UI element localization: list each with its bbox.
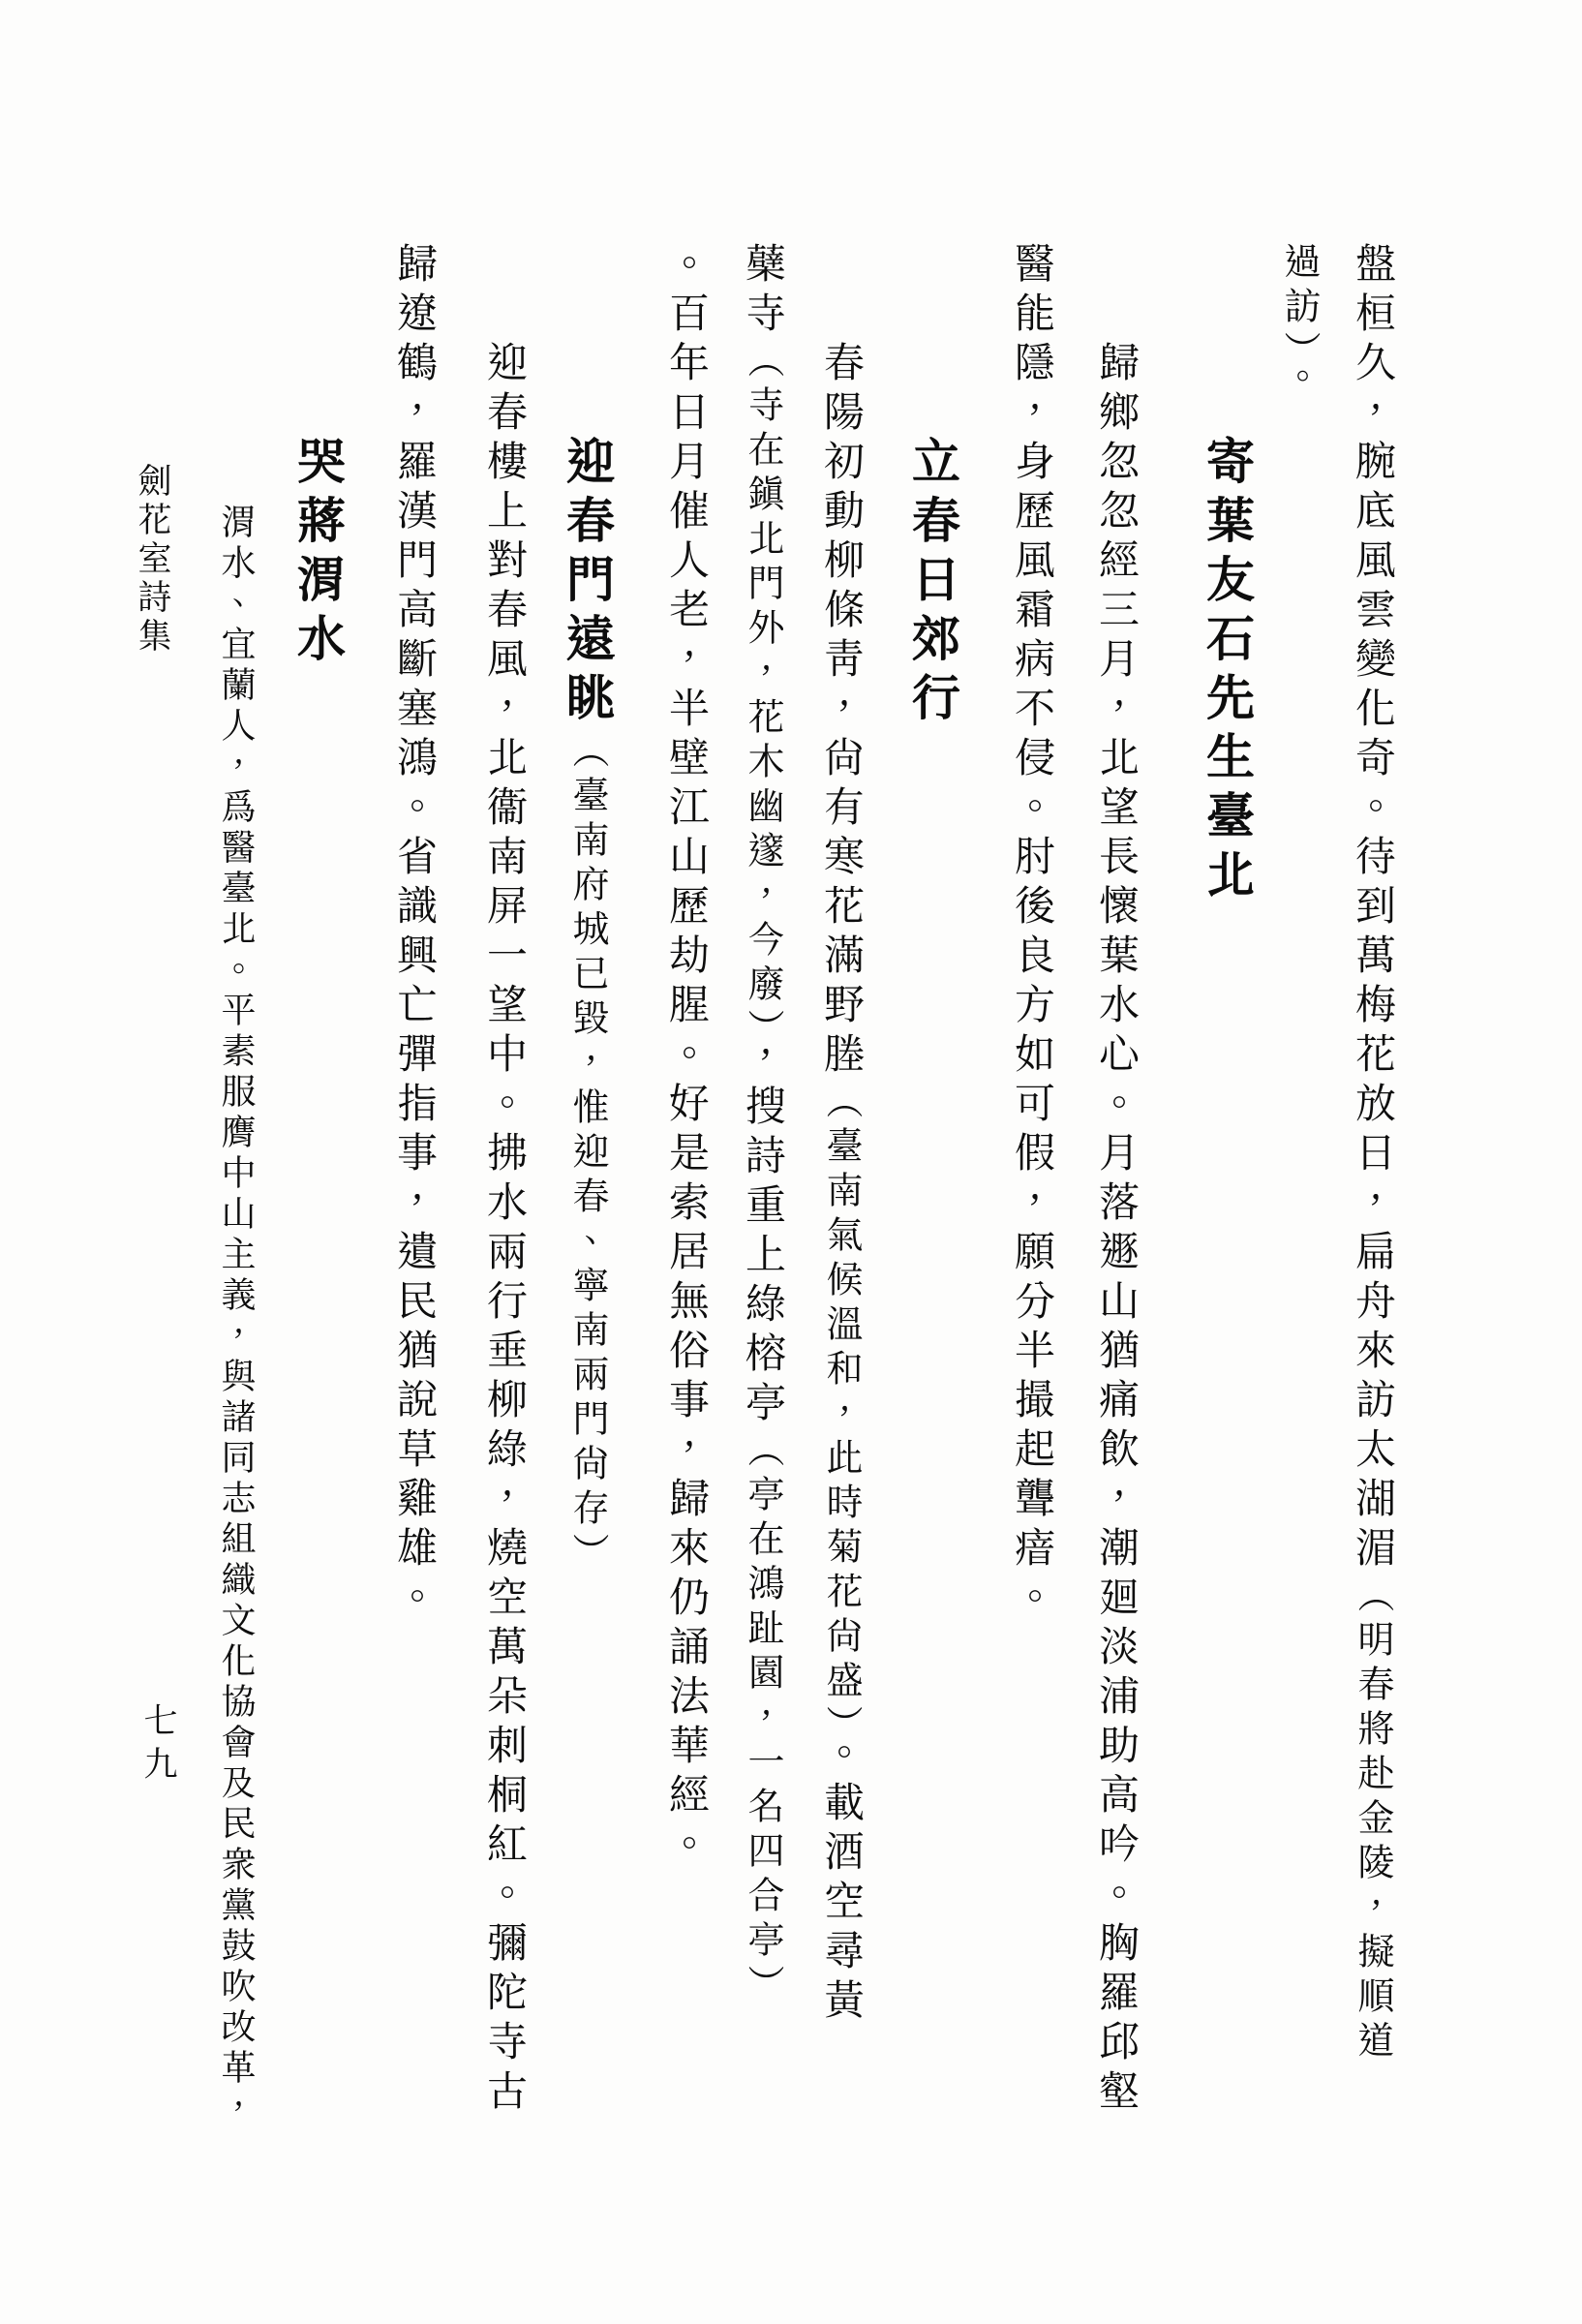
poem-text: 迎春樓上對春風，北衞南屏一望中。拂水兩行垂柳綠，燒空萬朵刺桐紅。彌陀寺古 bbox=[481, 341, 526, 2119]
poem-annotation: （臺南氣候溫和，此時菊花尙盛） bbox=[820, 1082, 861, 1731]
poem-text: 。載酒空尋黃 bbox=[818, 1731, 863, 2028]
poem-annotation: 渭水、宜蘭人，爲醫臺北。平素服膺中山主義，與諸同志組織文化協會及民衆黨鼓吹改革， bbox=[217, 504, 256, 2130]
poem-text: 歸鄉忽忽經三月，北望長懷葉水心。月落遯山猶痛飲，潮廻淡浦助高吟。胸羅邱壑 bbox=[1093, 341, 1138, 2119]
poem-ji-line-column-2 bbox=[1011, 242, 1051, 1625]
poem-text: ，搜詩重上綠榕亭 bbox=[740, 1035, 784, 1430]
poem-title-text: 迎春門遠眺 bbox=[560, 436, 614, 731]
poem-annotation: 過訪）。 bbox=[1278, 242, 1319, 402]
preface-jiang-wei-shui-column bbox=[219, 504, 254, 2130]
poem-annotation: （臺南府城已毀，惟迎春、寧南兩門尙存） bbox=[566, 731, 607, 1577]
poem-text: 歸遼鶴，羅漢門高斷塞鴻。省識興亡彈指事，遺民猶說草雞雄。 bbox=[391, 242, 436, 1625]
book-title-text: 劍花室詩集 bbox=[134, 463, 171, 657]
poem-lichun-line-column-2 bbox=[742, 242, 782, 2009]
book-title-margin bbox=[136, 463, 169, 657]
poem-lichun-line-column-1 bbox=[820, 341, 861, 2028]
poem-title-ji-ye-you-shi bbox=[1200, 436, 1254, 908]
poem-title-ying-chun-men-yuan-tiao bbox=[560, 436, 614, 1577]
poem-yingchun-line-column-1 bbox=[483, 341, 524, 2119]
poem-text: 蘗寺 bbox=[740, 242, 784, 341]
poem-continuation-column-1 bbox=[1352, 242, 1392, 2065]
poem-annotation: （明春將赴金陵，擬順道 bbox=[1352, 1575, 1392, 2065]
poem-text: 醫能隱，身歷風霜病不侵。肘後良方如可假，願分半撮起聾瘖。 bbox=[1009, 242, 1053, 1625]
poem-title-ku-jiang-wei-shui bbox=[290, 436, 345, 672]
poem-text: 。百年日月催人老，半壁江山歷劫腥。好是索居無俗事，歸來仍誦法華經。 bbox=[663, 242, 708, 1872]
poem-title-li-chun-ri-jiao-xing bbox=[905, 436, 959, 731]
poem-title-text: 寄葉友石先生臺北 bbox=[1200, 436, 1254, 908]
poem-annotation: （寺在鎭北門外，花木幽邃，今廢） bbox=[742, 341, 782, 1035]
poem-title-text: 哭蔣渭水 bbox=[290, 436, 345, 672]
poem-text: 盤桓久，腕底風雲變化奇。待到萬梅花放日，扁舟來訪太湖湄 bbox=[1350, 242, 1394, 1575]
poem-continuation-column-2 bbox=[1280, 242, 1317, 402]
poem-title-text: 立春日郊行 bbox=[905, 436, 959, 731]
poem-yingchun-line-column-2 bbox=[393, 242, 434, 1625]
poem-ji-line-column-1 bbox=[1095, 341, 1136, 2119]
page-number-text: 七九 bbox=[139, 1702, 177, 1789]
page-number bbox=[141, 1702, 175, 1789]
poem-annotation: （亭在鴻趾園，一名四合亭） bbox=[742, 1430, 782, 2009]
poem-text: 春陽初動柳條靑，尙有寒花滿野塍 bbox=[818, 341, 863, 1082]
poem-lichun-line-column-3 bbox=[665, 242, 706, 1872]
